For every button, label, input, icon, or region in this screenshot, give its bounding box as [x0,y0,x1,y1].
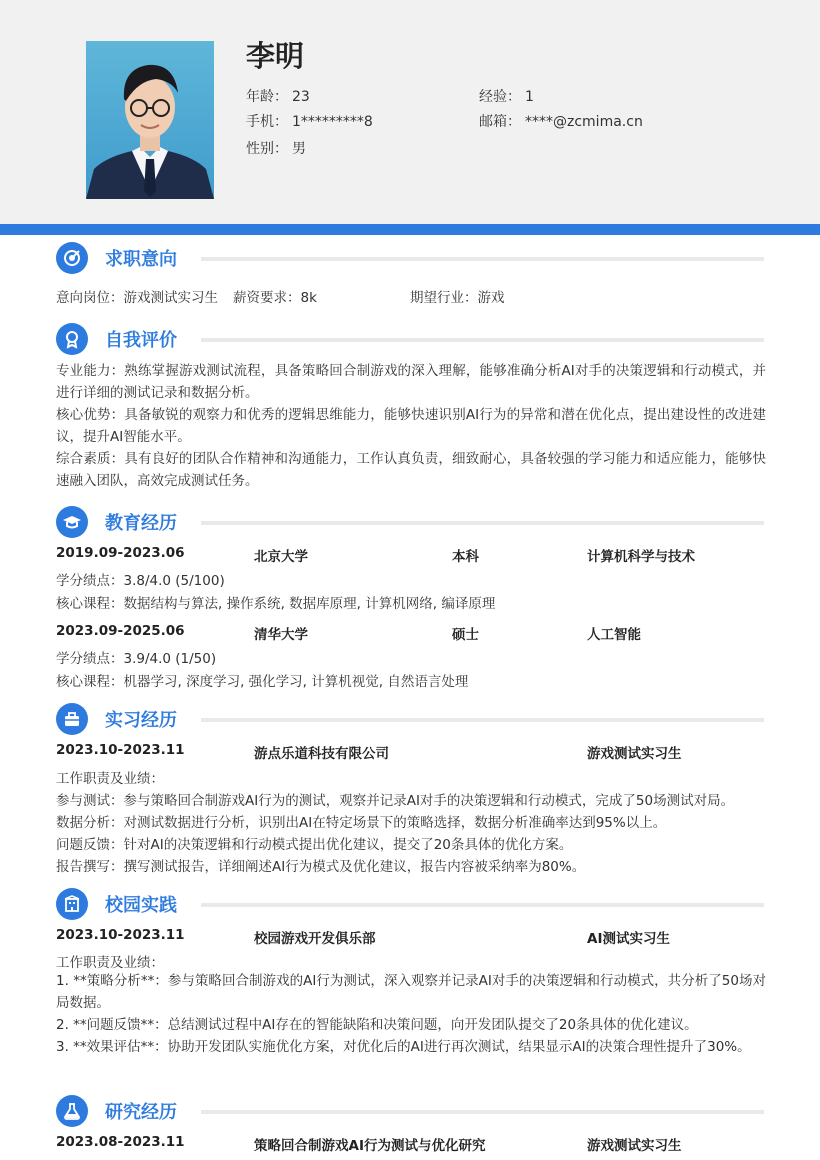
section-divider [201,718,764,722]
portrait-image [86,41,214,199]
resume-header [0,0,820,224]
award-icon [56,323,88,355]
age-label: 年龄： [246,89,288,105]
briefcase-icon [56,703,88,735]
building-icon [56,888,88,920]
education-courses: 核心课程：机器学习, 深度学习, 强化学习, 计算机视觉, 自然语言处理 [56,674,469,690]
campus-duty-item: 1. **策略分析**：参与策略回合制游戏的AI行为测试，深入观察并记录AI对手的决策逻辑和行动模式，共分析了50场对局数据。 [56,973,766,1011]
section-self-evaluation [56,323,764,355]
self-eval-paragraph: 核心优势：具备敏锐的观察力和优秀的逻辑思维能力，能够快速识别AI行为的异常和潜在优化点，提出建设性的改进建议，提升AI智能水平。 [56,407,766,445]
campus-org: 校园游戏开发俱乐部 [254,931,376,947]
phone-field [246,111,373,131]
internship-duty-line: 数据分析：对测试数据进行分析，识别出AI在特定场景下的策略选择，数据分析准确率达到95%以上。 [56,815,667,831]
self-eval-paragraph: 专业能力：熟练掌握游戏测试流程，具备策略回合制游戏的深入理解，能够准确分析AI对手的决策逻辑和行动模式，并进行详细的测试记录和数据分析。 [56,363,766,401]
email-label: 邮箱： [479,114,521,130]
section-campus-practice [56,888,764,920]
education-period: 2019.09-2023.06 [56,545,185,561]
campus-period: 2023.10-2023.11 [56,927,185,943]
section-divider [201,903,764,907]
experience-field [479,86,534,106]
flask-icon [56,1095,88,1127]
internship-duty-line: 参与测试：参与策略回合制游戏AI行为的测试，观察并记录AI对手的决策逻辑和行动模式，完成了50场测试对局。 [56,793,735,809]
section-divider [201,257,764,261]
graduation-cap-icon [56,506,88,538]
section-divider [201,521,764,525]
intent-position: 意向岗位：游戏测试实习生 [56,290,218,306]
education-major: 计算机科学与技术 [587,549,695,565]
education-degree: 本科 [452,549,479,565]
intent-industry: 期望行业：游戏 [410,290,505,306]
section-divider [201,338,764,342]
internship-company: 游点乐道科技有限公司 [254,746,389,762]
section-title: 教育经历 [105,513,177,534]
section-title: 求职意向 [105,249,177,270]
target-icon [56,242,88,274]
email-value: ****@zcmima.cn [525,114,643,130]
section-divider [201,1110,764,1114]
candidate-name: 李明 [246,39,305,73]
education-major: 人工智能 [587,627,641,643]
internship-role: 游戏测试实习生 [587,746,682,762]
education-period: 2023.09-2025.06 [56,623,185,639]
research-role: 游戏测试实习生 [587,1138,682,1154]
campus-role: AI测试实习生 [587,931,670,947]
experience-value: 1 [525,89,534,105]
age-value: 23 [292,89,310,105]
internship-period: 2023.10-2023.11 [56,742,185,758]
section-title: 研究经历 [105,1102,177,1123]
education-gpa: 学分绩点：3.8/4.0 (5/100) [56,573,225,589]
profile-photo [86,41,214,199]
email-field [479,111,643,131]
education-school: 清华大学 [254,627,308,643]
section-title: 校园实践 [105,895,177,916]
section-research [56,1095,764,1127]
education-school: 北京大学 [254,549,308,565]
gender-value: 男 [292,141,306,157]
section-education [56,506,764,538]
campus-duty-item: 2. **问题反馈**：总结测试过程中AI存在的智能缺陷和决策问题，向开发团队提交了20条具体的优化建议。 [56,1017,698,1033]
internship-duty-line: 问题反馈：针对AI的决策逻辑和行动模式提出优化建议，提交了20条具体的优化方案。 [56,837,573,853]
section-title: 实习经历 [105,710,177,731]
education-degree: 硕士 [452,627,479,643]
research-project: 策略回合制游戏AI行为测试与优化研究 [254,1138,486,1154]
self-eval-paragraph: 综合素质：具有良好的团队合作精神和沟通能力，工作认真负责，细致耐心，具备较强的学习能力和适应能力，能够快速融入团队，高效完成测试任务。 [56,451,766,489]
section-job-intent [56,242,764,274]
internship-duties-label: 工作职责及业绩： [56,771,164,787]
research-period: 2023.08-2023.11 [56,1134,185,1150]
education-gpa: 学分绩点：3.9/4.0 (1/50) [56,651,217,667]
age-field [246,86,310,106]
experience-label: 经验： [479,89,521,105]
section-internship [56,703,764,735]
campus-duties-label: 工作职责及业绩： [56,955,164,971]
header-accent-bar [0,224,820,235]
intent-salary: 薪资要求：8k [233,290,317,306]
phone-value: 1*********8 [292,114,373,130]
section-title: 自我评价 [105,330,177,351]
education-courses: 核心课程：数据结构与算法, 操作系统, 数据库原理, 计算机网络, 编译原理 [56,596,496,612]
gender-label: 性别： [246,141,288,157]
campus-duty-item: 3. **效果评估**：协助开发团队实施优化方案，对优化后的AI进行再次测试，结果显示AI的决策合理性提升了30%。 [56,1039,751,1055]
phone-label: 手机： [246,114,288,130]
internship-duty-line: 报告撰写：撰写测试报告，详细阐述AI行为模式及优化建议，报告内容被采纳率为80%。 [56,859,586,875]
gender-field [246,138,306,158]
